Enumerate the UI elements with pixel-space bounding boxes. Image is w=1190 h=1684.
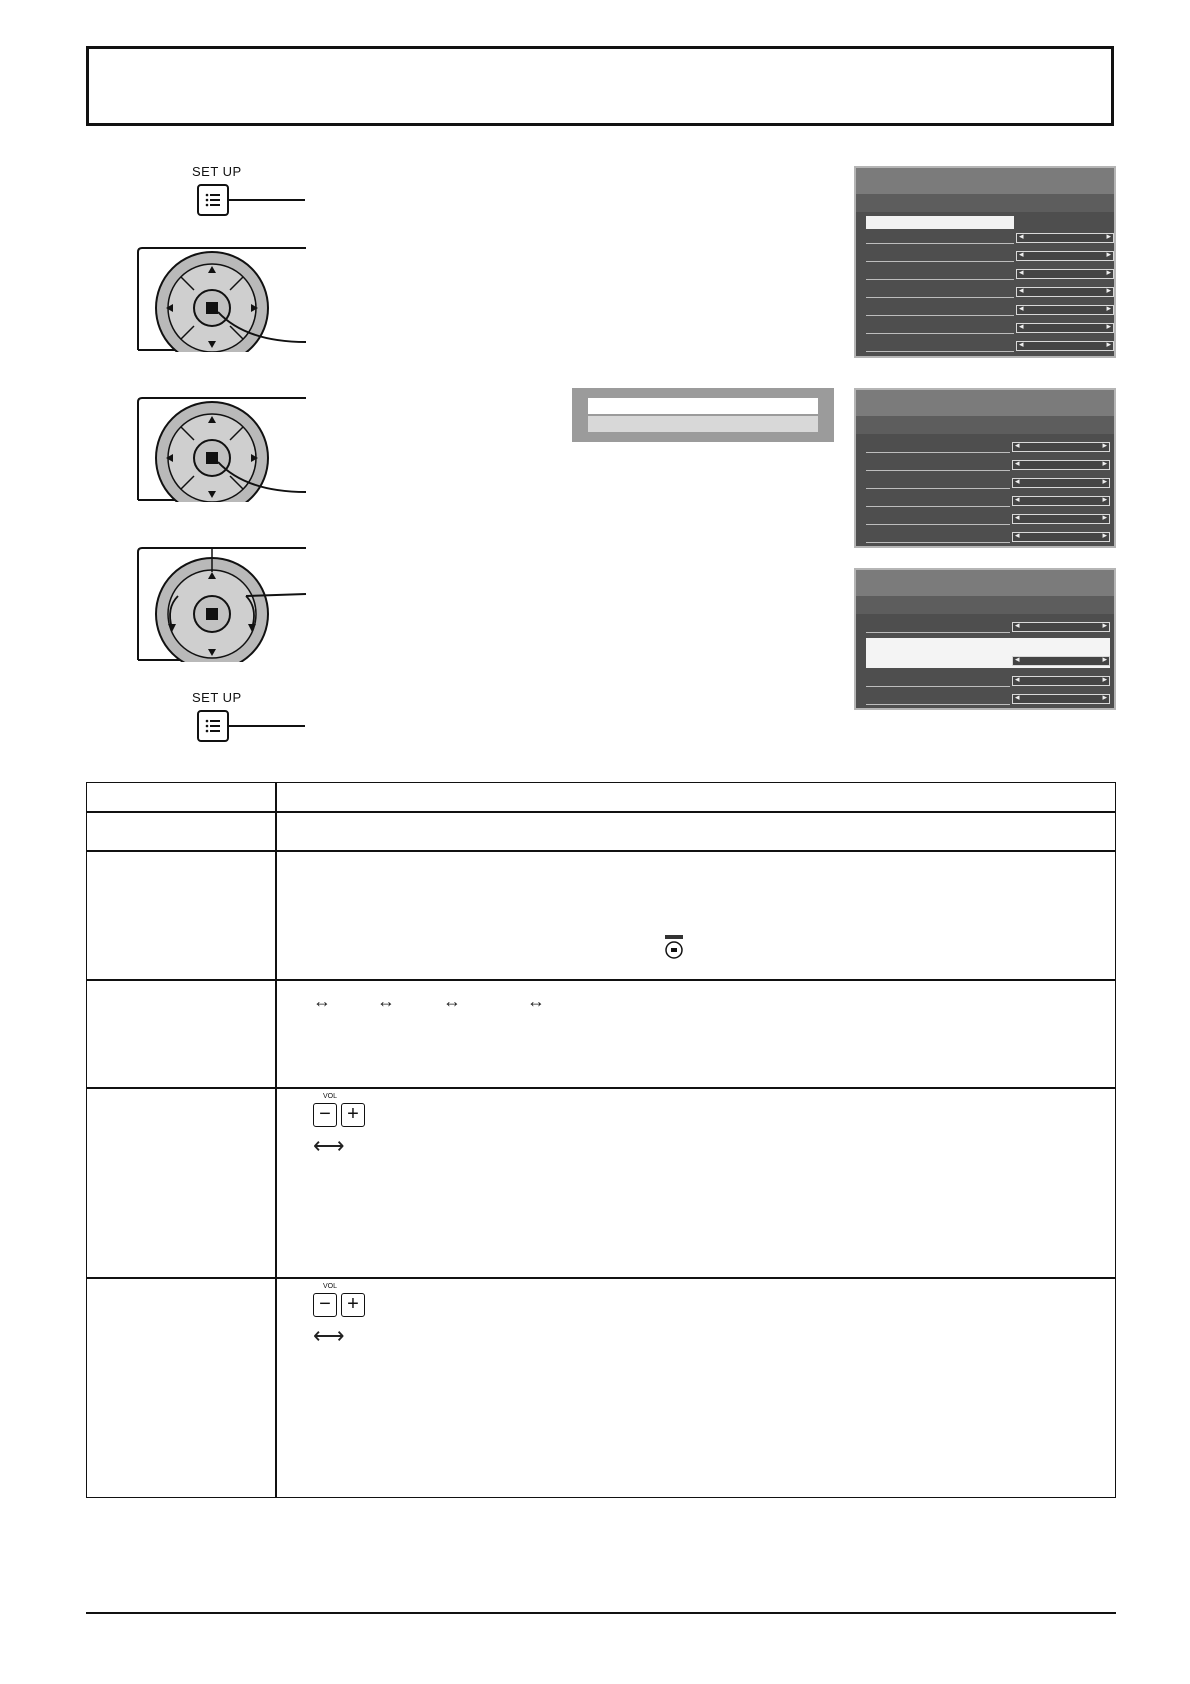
double-arrow-icon: ↔ xyxy=(527,991,545,1011)
settings-table xyxy=(86,782,1116,1498)
table-row-divider xyxy=(87,1277,1115,1279)
directional-pad-icon[interactable] xyxy=(136,396,308,502)
vol-minus-button[interactable]: − xyxy=(313,1293,337,1317)
osd-menu-sub xyxy=(854,568,1116,710)
long-double-arrow-icon: ⟷ xyxy=(313,1133,345,1158)
vol-label: VOL xyxy=(323,1283,338,1290)
recall-button-icon xyxy=(663,935,685,961)
leader-line xyxy=(229,725,305,727)
leader-line xyxy=(229,199,305,201)
volume-buttons[interactable] xyxy=(313,1283,383,1319)
double-arrow-icon: ↔ xyxy=(313,991,331,1011)
volume-buttons[interactable] xyxy=(313,1093,383,1129)
vol-minus-button[interactable]: − xyxy=(313,1103,337,1127)
table-row-divider xyxy=(87,979,1115,981)
table-column-divider xyxy=(275,783,277,1497)
setup-button-label: SET UP xyxy=(192,164,242,179)
table-row-divider xyxy=(87,850,1115,852)
setup-button[interactable] xyxy=(197,184,229,216)
osd-menu-sub xyxy=(854,388,1116,548)
double-arrow-icon: ↔ xyxy=(443,991,461,1011)
footer-rule xyxy=(86,1612,1116,1614)
vol-label: VOL xyxy=(323,1093,338,1100)
double-arrow-icon: ↔ xyxy=(377,991,395,1011)
osd-menu-setup xyxy=(854,166,1116,358)
menu-list-icon xyxy=(199,712,227,740)
directional-pad-icon[interactable] xyxy=(136,546,308,662)
menu-list-icon xyxy=(199,186,227,214)
setup-button[interactable] xyxy=(197,710,229,742)
table-row-divider xyxy=(87,811,1115,813)
table-row-divider xyxy=(87,1087,1115,1089)
long-double-arrow-icon: ⟷ xyxy=(313,1323,345,1348)
vol-plus-button[interactable]: + xyxy=(341,1103,365,1127)
page-title-box xyxy=(86,46,1114,126)
setup-button-label: SET UP xyxy=(192,690,242,705)
vol-plus-button[interactable]: + xyxy=(341,1293,365,1317)
osd-popup-selector xyxy=(572,388,834,442)
directional-pad-icon[interactable] xyxy=(136,246,308,352)
